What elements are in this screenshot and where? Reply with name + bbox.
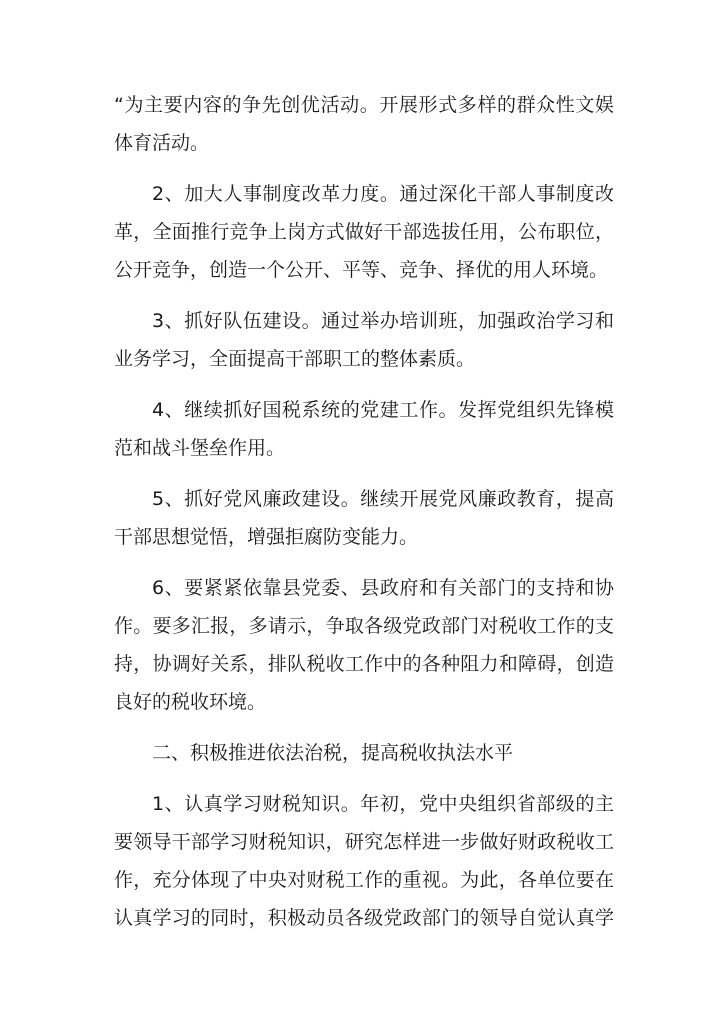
text-line: 良好的税收环境。 — [114, 691, 267, 713]
text-line: 2、加大人事制度改革力度。通过深化干部人事制度改 — [152, 183, 614, 205]
text-line: 干部思想觉悟，增强拒腐防变能力。 — [114, 526, 419, 548]
text-line: “为主要内容的争先创优活动。开展形式多样的群众性文娱 — [114, 94, 614, 116]
text-line: 1、认真学习财税知识。年初，党中央组织省部级的主 — [152, 793, 614, 815]
text-line: 认真学习的同时，积极动员各级党政部门的领导自觉认真学 — [114, 907, 614, 929]
text-line: 4、继续抓好国税系统的党建工作。发挥党组织先锋模 — [152, 399, 614, 421]
text-line: 作。要多汇报，多请示，争取各级党政部门对税收工作的支 — [114, 615, 614, 637]
text-line: 作，充分体现了中央对财税工作的重视。为此，各单位要在 — [114, 869, 614, 891]
text-line: 持，协调好关系，排队税收工作中的各种阻力和障碍，创造 — [114, 653, 614, 675]
text-line: 范和战斗堡垒作用。 — [114, 437, 286, 459]
text-line: 6、要紧紧依靠县党委、县政府和有关部门的支持和协 — [152, 577, 614, 599]
section-heading: 二、积极推进依法治税，提高税收执法水平 — [152, 742, 514, 764]
text-line: 革，全面推行竞争上岗方式做好干部选拔任用，公布职位， — [114, 221, 614, 243]
text-line: 3、抓好队伍建设。通过举办培训班，加强政治学习和 — [152, 310, 614, 332]
text-line: 5、抓好党风廉政建设。继续开展党风廉政教育，提高 — [152, 488, 614, 510]
text-line: 要领导干部学习财税知识，研究怎样进一步做好财政税收工 — [114, 831, 614, 853]
text-line: 业务学习，全面提高干部职工的整体素质。 — [114, 348, 476, 370]
text-line: 公开竞争，创造一个公开、平等、竞争、择优的用人环境。 — [114, 259, 609, 281]
text-line: 体育活动。 — [114, 132, 210, 154]
